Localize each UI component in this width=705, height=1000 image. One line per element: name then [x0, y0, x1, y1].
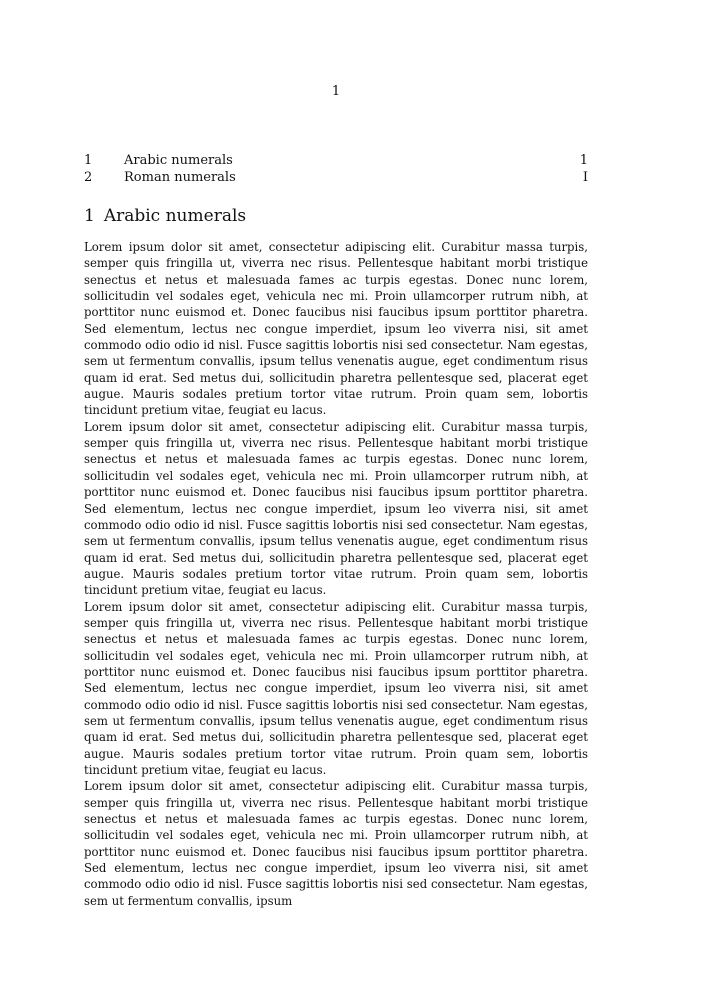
section-heading — [84, 206, 246, 226]
toc-entry-number: 2 — [84, 170, 93, 185]
paragraph: Lorem ipsum dolor sit amet, consectetur adipiscing elit. Curabitur massa turpis, semper quis fringilla ut, viverra nec risus. Pellentesque habitant morbi tristique senectus et netus et malesuada fames ac turpis egestas. Donec nunc lorem, sollicitudin vel sodales eget, vehicula nec mi. Proin ullamcorper rutrum nibh, at porttitor nunc euismod et. Donec faucibus nisi faucibus ipsum porttitor pharetra. Sed elementum, lectus nec congue imperdiet, ipsum leo viverra nisi, sit amet commodo odio odio id nisl. Fusce sagittis lobortis nisi sed consectetur. Nam egestas, sem ut fermentum convallis, ipsum tellus venenatis augue, eget condimentum risus quam id erat. Sed metus dui, sollicitudin pharetra pellentesque sed, placerat eget augue. Mauris sodales pretium tortor vitae rutrum. Proin quam sem, lobortis tincidunt pretium vitae, feugiat eu lacus. — [84, 419, 588, 598]
paragraph: Lorem ipsum dolor sit amet, consectetur adipiscing elit. Curabitur massa turpis, semper quis fringilla ut, viverra nec risus. Pellentesque habitant morbi tristique senectus et netus et malesuada fames ac turpis egestas. Donec nunc lorem, sollicitudin vel sodales eget, vehicula nec mi. Proin ullamcorper rutrum nibh, at porttitor nunc euismod et. Donec faucibus nisi faucibus ipsum porttitor pharetra. Sed elementum, lectus nec congue imperdiet, ipsum leo viverra nisi, sit amet commodo odio odio id nisl. Fusce sagittis lobortis nisi sed consectetur. Nam egestas, sem ut fermentum convallis, ipsum tellus venenatis augue, eget condimentum risus quam id erat. Sed metus dui, sollicitudin pharetra pellentesque sed, placerat eget augue. Mauris sodales pretium tortor vitae rutrum. Proin quam sem, lobortis tincidunt pretium vitae, feugiat eu lacus. — [84, 599, 588, 777]
toc-entry[interactable] — [84, 169, 588, 186]
toc-entry-number: 1 — [84, 153, 93, 168]
paragraph: Lorem ipsum dolor sit amet, consectetur adipiscing elit. Curabitur massa turpis, semper quis fringilla ut, viverra nec risus. Pellentesque habitant morbi tristique senectus et netus et malesuada fames ac turpis egestas. Donec nunc lorem, sollicitudin vel sodales eget, vehicula nec mi. Proin ullamcorper rutrum nibh, at porttitor nunc euismod et. Donec faucibus nisi faucibus ipsum porttitor pharetra. Sed elementum, lectus nec congue imperdiet, ipsum leo viverra nisi, sit amet commodo odio odio id nisl. Fusce sagittis lobortis nisi sed consectetur. Nam egestas, sem ut fermentum convallis, ipsum — [84, 779, 588, 908]
toc-entry-title[interactable]: Roman numerals — [124, 170, 236, 185]
section-body — [84, 239, 588, 908]
section-title: Arabic numerals — [103, 206, 247, 226]
table-of-contents — [84, 152, 588, 186]
toc-entry-page: I — [582, 170, 588, 185]
toc-entry-page: 1 — [579, 153, 588, 168]
toc-entry[interactable] — [84, 152, 588, 169]
paragraph: Lorem ipsum dolor sit amet, consectetur adipiscing elit. Curabitur massa turpis, semper quis fringilla ut, viverra nec risus. Pellentesque habitant morbi tristique senectus et netus et malesuada fames ac turpis egestas. Donec nunc lorem, sollicitudin vel sodales eget, vehicula nec mi. Proin ullamcorper rutrum nibh, at porttitor nunc euismod et. Donec faucibus nisi faucibus ipsum porttitor pharetra. Sed elementum, lectus nec congue imperdiet, ipsum leo viverra nisi, sit amet commodo odio odio id nisl. Fusce sagittis lobortis nisi sed consectetur. Nam egestas, sem ut fermentum convallis, ipsum tellus venenatis augue, eget condimentum risus quam id erat. Sed metus dui, sollicitudin pharetra pellentesque sed, placerat eget augue. Mauris sodales pretium tortor vitae rutrum. Proin quam sem, lobortis tincidunt pretium vitae, feugiat eu lacus. — [84, 240, 588, 418]
toc-entry-title[interactable]: Arabic numerals — [124, 153, 233, 168]
page-number: 1 — [331, 84, 341, 99]
section-number: 1 — [84, 206, 95, 226]
